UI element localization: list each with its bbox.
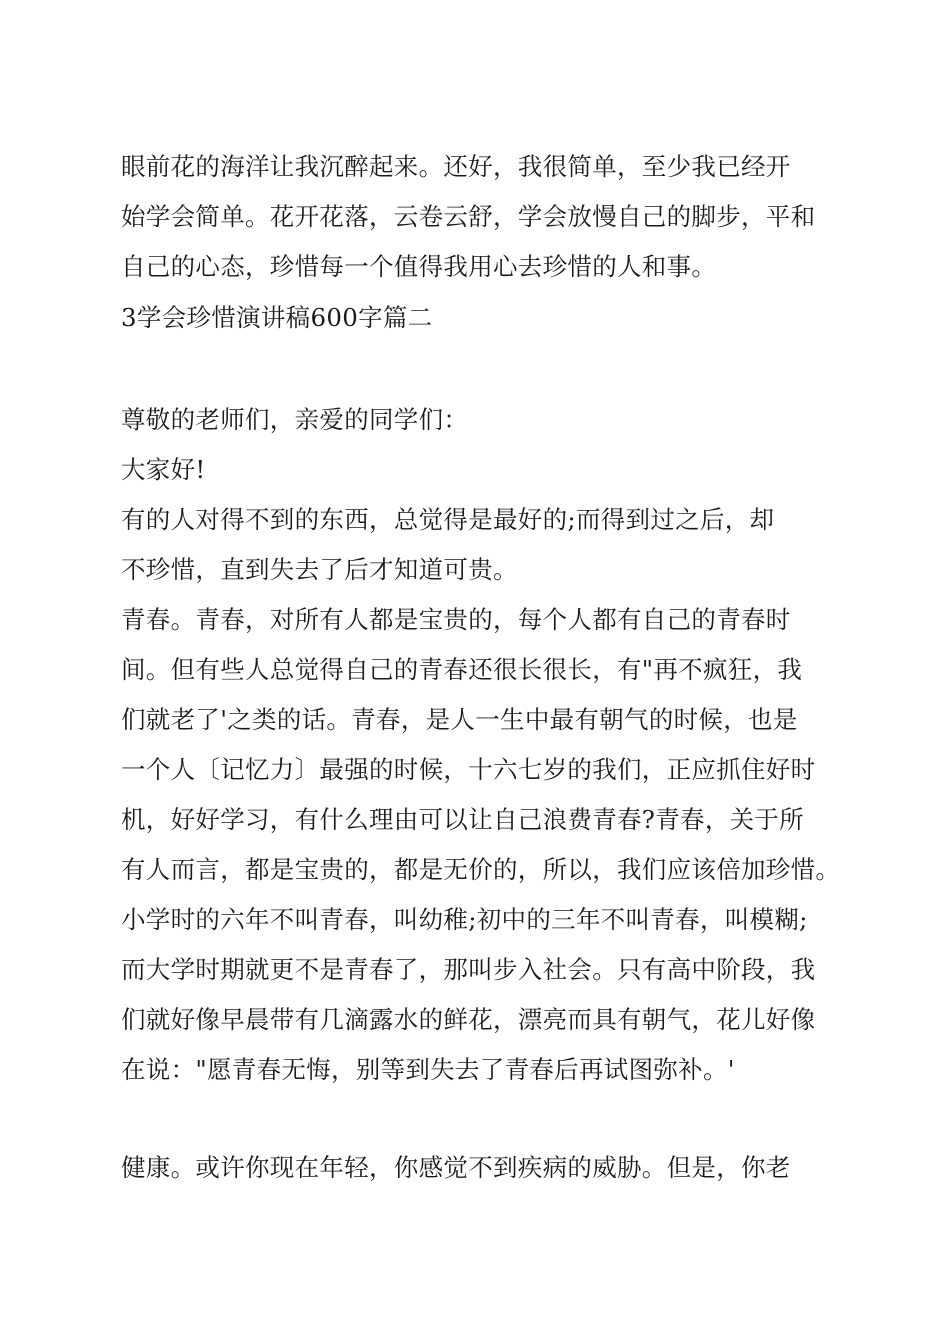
paragraph-line: 眼前花的海洋让我沉醉起来。还好，我很简单，至少我已经开 <box>121 152 791 181</box>
paragraph-line: 不珍惜，直到失去了后才知道可贵。 <box>121 555 518 584</box>
paragraph-line: 们就好像早晨带有几滴露水的鲜花，漂亮而具有朝气，花儿好像 <box>121 1005 816 1034</box>
greeting: 大家好! <box>121 455 206 484</box>
paragraph-line: 有的人对得不到的东西，总觉得是最好的;而得到过之后，却 <box>121 505 775 534</box>
paragraph-line: 有人而言，都是宝贵的，都是无价的，所以，我们应该倍加珍惜。 <box>121 855 841 884</box>
paragraph-line: 机，好好学习，有什么理由可以让自己浪费青春?青春，关于所 <box>121 805 805 834</box>
salutation: 尊敬的老师们，亲爱的同学们： <box>121 405 469 434</box>
section-heading: 3学会珍惜演讲稿600字篇二 <box>121 303 433 332</box>
paragraph-line: 在说："愿青春无悔，别等到失去了青春后再试图弥补。' <box>121 1055 735 1084</box>
paragraph-line: 小学时的六年不叫青春，叫幼稚;初中的三年不叫青春，叫模糊; <box>121 905 808 934</box>
paragraph-line: 健康。或许你现在年轻，你感觉不到疾病的威胁。但是，你老 <box>121 1153 791 1182</box>
paragraph-line: 一个人〔记忆力〕最强的时候，十六七岁的我们，正应抓住好时 <box>121 755 816 784</box>
paragraph-line: 青春。青春，对所有人都是宝贵的，每个人都有自己的青春时 <box>121 605 791 634</box>
paragraph-line: 间。但有些人总觉得自己的青春还很长很长，有"再不疯狂，我 <box>121 655 803 684</box>
paragraph-line: 始学会简单。花开花落，云卷云舒，学会放慢自己的脚步，平和 <box>121 202 816 231</box>
paragraph-line: 而大学时期就更不是青春了，那叫步入社会。只有高中阶段，我 <box>121 955 816 984</box>
paragraph-line: 们就老了'之类的话。青春，是人一生中最有朝气的时候，也是 <box>121 705 798 734</box>
paragraph-line: 自己的心态，珍惜每一个值得我用心去珍惜的人和事。 <box>121 252 717 281</box>
